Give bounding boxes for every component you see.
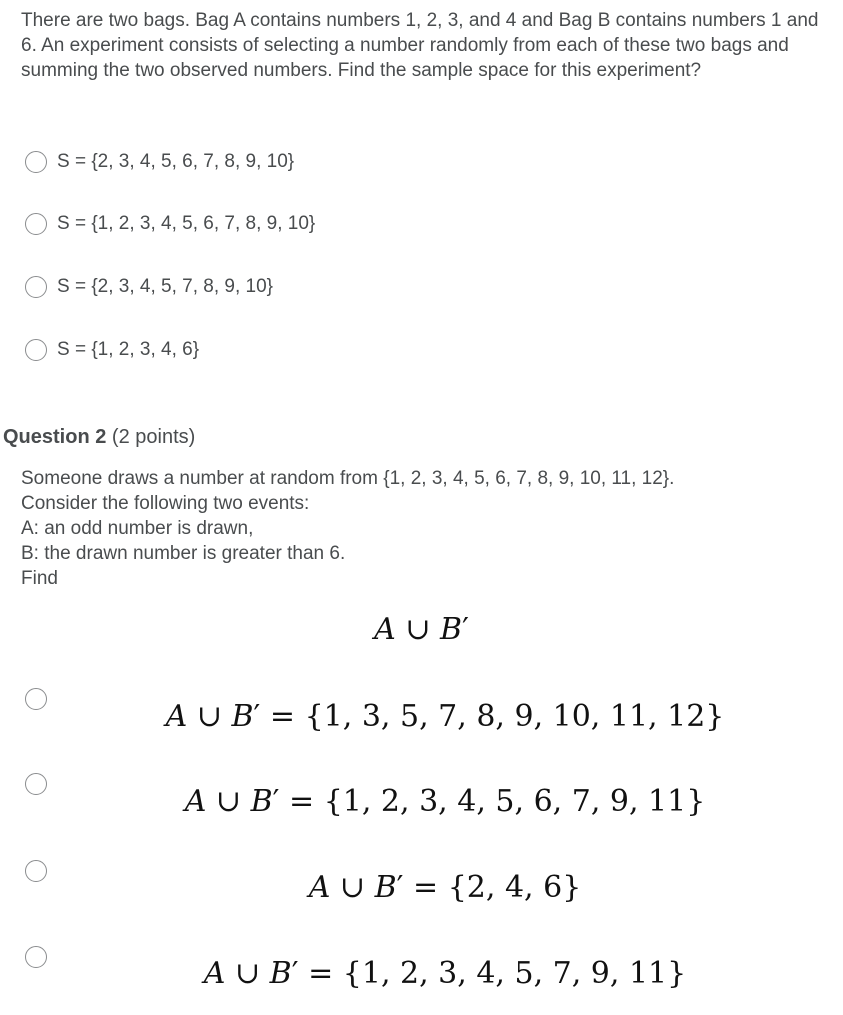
question-2-points: (2 points)	[111, 426, 196, 448]
q1-option-2-label: S = {1, 2, 3, 4, 5, 6, 7, 8, 9, 10}	[57, 213, 316, 234]
question-2-line-4: B: the drawn number is greater than 6.	[21, 543, 346, 564]
q1-option-1[interactable]	[25, 150, 294, 174]
radio-button[interactable]	[25, 213, 47, 235]
question-2-line-3: A: an odd number is drawn,	[21, 518, 254, 539]
question-2-title: Question 2	[3, 426, 107, 448]
q1-option-2[interactable]	[25, 212, 315, 236]
question-2-expression: A ∪ B′	[374, 612, 469, 647]
question-2-line-2: Consider the following two events:	[21, 493, 310, 514]
radio-button[interactable]	[25, 339, 47, 361]
question-2-line-1: Someone draws a number at random from {1, 2, 3, 4, 5, 6, 7, 8, 9, 10, 11, 12}.	[21, 468, 675, 489]
q1-option-1-label: S = {2, 3, 4, 5, 6, 7, 8, 9, 10}	[57, 151, 295, 172]
q2-option-3-label: A ∪ B′ = {2, 4, 6}	[308, 870, 582, 905]
radio-button[interactable]	[25, 276, 47, 298]
q1-option-3-label: S = {2, 3, 4, 5, 7, 8, 9, 10}	[57, 276, 274, 297]
q1-option-4[interactable]	[25, 338, 199, 362]
q2-option-4-label: A ∪ B′ = {1, 2, 3, 4, 5, 7, 9, 11}	[203, 956, 687, 991]
q2-option-1-label: A ∪ B′ = {1, 3, 5, 7, 8, 9, 10, 11, 12}	[165, 699, 725, 734]
question-2-text	[21, 466, 821, 591]
question-1-text: There are two bags. Bag A contains numbers 1, 2, 3, and 4 and Bag B contains numbers 1 and 6. An experiment consists of selecting a number randomly from each of these two bags and summing the two observed numbers. Find the sample space for this experiment?	[21, 10, 819, 81]
radio-button[interactable]	[25, 151, 47, 173]
q2-option-2-label: A ∪ B′ = {1, 2, 3, 4, 5, 6, 7, 9, 11}	[184, 784, 706, 819]
question-2-line-5: Find	[21, 568, 58, 589]
q1-option-4-label: S = {1, 2, 3, 4, 6}	[57, 339, 200, 360]
q1-option-3[interactable]	[25, 275, 273, 299]
question-2-heading	[3, 424, 195, 450]
